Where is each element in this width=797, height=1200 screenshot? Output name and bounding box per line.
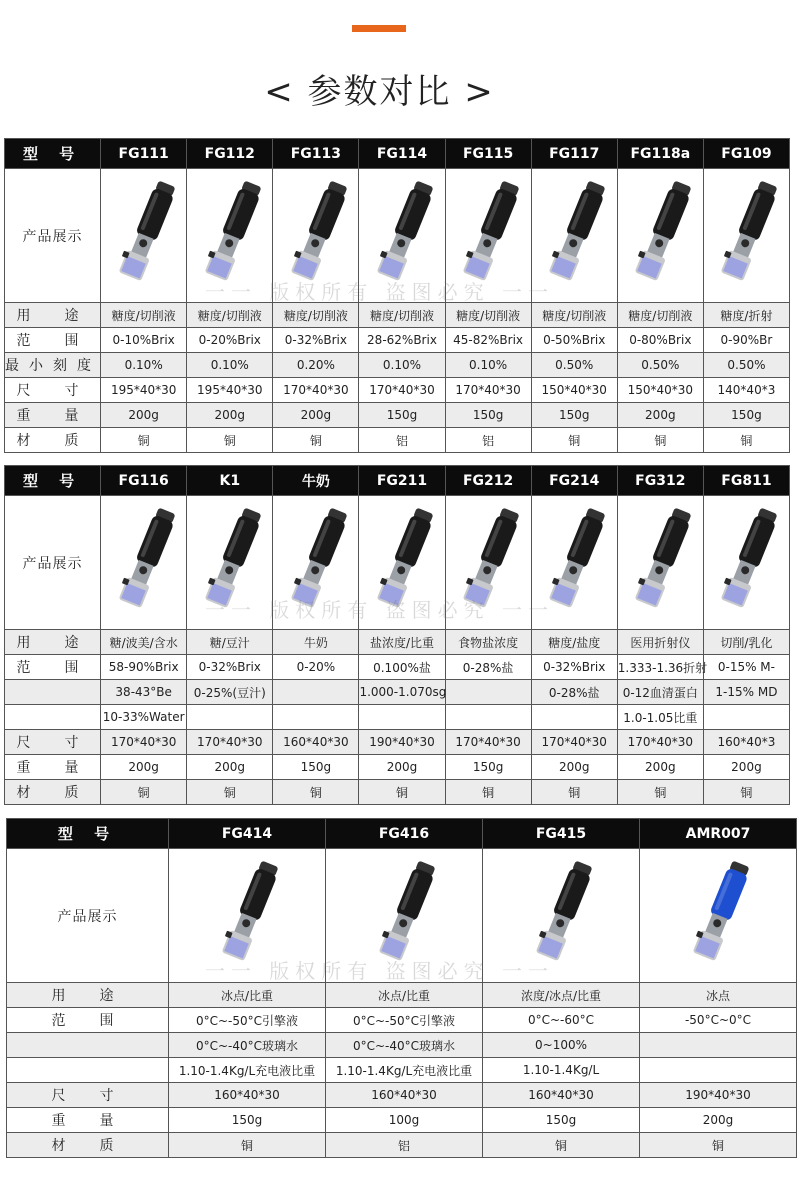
product-image-cell [169,849,326,983]
weight-cell: 150g [531,403,617,428]
range3-cell: 1.10-1.4Kg/L充电液比重 [169,1058,326,1083]
weight-cell: 150g [445,755,531,780]
refractometer-image [544,177,604,295]
row-label-weight: 重 量 [7,1108,169,1133]
material-cell: 铜 [640,1133,797,1158]
min_scale-cell: 0.10% [445,353,531,378]
size-cell: 160*40*30 [273,730,359,755]
use-cell: 糖度/切削液 [617,303,703,328]
min_scale-row [5,353,790,378]
range-extra-row [5,705,790,730]
size-cell: 170*40*30 [617,730,703,755]
min_scale-cell: 0.50% [617,353,703,378]
use-cell: 切削/乳化 [703,630,789,655]
row-label-min_scale: 最小刻度 [5,353,101,378]
weight-cell: 150g [703,403,789,428]
weight-cell: 200g [531,755,617,780]
material-cell: 铜 [359,780,445,805]
use-cell: 牛奶 [273,630,359,655]
product-image-cell [273,169,359,303]
model-cell: FG113 [273,139,359,169]
range-row [5,655,790,680]
product-image-cell [359,496,445,630]
material-cell: 铜 [273,428,359,453]
min_scale-cell: 0.50% [703,353,789,378]
weight-cell: 150g [445,403,531,428]
model-cell: FG414 [169,819,326,849]
material-cell: 铝 [445,428,531,453]
refractometer-image [114,177,174,295]
size-cell: 160*40*30 [326,1083,483,1108]
range2-cell: 1-15% MD [703,680,789,705]
model-cell: FG416 [326,819,483,849]
range2-cell: 0°C~-40°C玻璃水 [169,1033,326,1058]
range3-cell [640,1058,797,1083]
model-cell: FG114 [359,139,445,169]
table1-grid [4,138,790,453]
material-cell: 铜 [617,428,703,453]
row-label-model: 型 号 [5,466,101,496]
size-cell: 160*40*30 [169,1083,326,1108]
range3-cell: 1.10-1.4Kg/L [483,1058,640,1083]
range2-cell: 0~100% [483,1033,640,1058]
range2-cell: 0-25%(豆汁) [187,680,273,705]
refractometer-image [286,504,346,622]
size-cell: 160*40*30 [483,1083,640,1108]
product-image-cell [101,169,187,303]
model-cell: K1 [187,466,273,496]
range-cell: 0-50%Brix [531,328,617,353]
range1-cell: 0-15% M- [703,655,789,680]
refractometer-image [531,857,591,975]
material-cell: 铜 [531,780,617,805]
model-cell: FG111 [101,139,187,169]
material-cell: 铜 [187,780,273,805]
range2-cell: 0-28%盐 [531,680,617,705]
refractometer-image [286,177,346,295]
refractometer-image [716,504,776,622]
use-cell: 糖度/切削液 [187,303,273,328]
range1-cell: -50°C~0°C [640,1008,797,1033]
watermark-1: 一一 版权所有 盗图必究 一一 [204,280,555,304]
size-cell: 170*40*30 [445,730,531,755]
model-cell: FG115 [445,139,531,169]
use-cell: 糖度/切削液 [359,303,445,328]
refractometer-image [716,177,776,295]
size-row [5,730,790,755]
row-label-blank [5,705,101,730]
model-row [5,139,790,169]
row-label-size: 尺 寸 [5,730,101,755]
use-cell: 冰点/比重 [326,983,483,1008]
range2-cell [273,680,359,705]
min_scale-cell: 0.20% [273,353,359,378]
range2-cell: 1.000-1.070sg [359,680,445,705]
row-label-model: 型 号 [5,139,101,169]
refractometer-image [200,177,260,295]
size-cell: 170*40*30 [445,378,531,403]
refractometer-image [200,504,260,622]
use-cell: 食物盐浓度 [445,630,531,655]
use-cell: 糖度/盐度 [531,630,617,655]
row-label-material: 材 质 [7,1133,169,1158]
refractometer-image [372,504,432,622]
material-cell: 铜 [101,428,187,453]
size-cell: 170*40*30 [273,378,359,403]
range-cell: 0-10%Brix [101,328,187,353]
product-image-cell [531,169,617,303]
row-label-size: 尺 寸 [7,1083,169,1108]
material-cell: 铜 [703,780,789,805]
material-row [5,780,790,805]
material-cell: 铜 [101,780,187,805]
weight-row [5,403,790,428]
refractometer-image [544,504,604,622]
model-cell: FG415 [483,819,640,849]
refractometer-image [630,177,690,295]
use-cell: 糖度/折射 [703,303,789,328]
weight-cell: 200g [640,1108,797,1133]
row-label-range: 范 围 [7,1008,169,1033]
range3-cell: 10-33%Water [101,705,187,730]
use-cell: 糖度/切削液 [445,303,531,328]
range2-cell [640,1033,797,1058]
range-cell: 45-82%Brix [445,328,531,353]
range-cell: 0-32%Brix [273,328,359,353]
model-cell: FG811 [703,466,789,496]
weight-cell: 200g [617,403,703,428]
row-label-material: 材 质 [5,428,101,453]
row-label-range: 范 围 [5,328,101,353]
size-cell: 140*40*3 [703,378,789,403]
range1-cell: 0.100%盐 [359,655,445,680]
model-row [5,466,790,496]
min_scale-cell: 0.10% [187,353,273,378]
row-label-model: 型 号 [7,819,169,849]
range3-cell: 1.0-1.05比重 [617,705,703,730]
use-row [7,983,797,1008]
product-image-cell [445,169,531,303]
size-cell: 195*40*30 [187,378,273,403]
weight-cell: 200g [187,755,273,780]
range-extra-row [7,1058,797,1083]
range1-cell: 0°C~-50°C引擎液 [169,1008,326,1033]
product-image-cell [101,496,187,630]
model-cell: 牛奶 [273,466,359,496]
range-extra-row [5,680,790,705]
use-cell: 糖/豆汁 [187,630,273,655]
refractometer-image [217,857,277,975]
product-image-cell [273,496,359,630]
product-image-cell [703,169,789,303]
range1-cell: 0-32%Brix [531,655,617,680]
weight-cell: 200g [273,403,359,428]
weight-cell: 150g [273,755,359,780]
row-label-use: 用 途 [7,983,169,1008]
watermark-2: 一一 版权所有 盗图必究 一一 [204,598,555,622]
model-cell: FG211 [359,466,445,496]
row-label-blank [7,1058,169,1083]
size-row [7,1083,797,1108]
use-cell: 糖度/切削液 [273,303,359,328]
range-cell: 0-80%Brix [617,328,703,353]
range1-cell: 0-32%Brix [187,655,273,680]
material-row [7,1133,797,1158]
size-cell: 170*40*30 [531,730,617,755]
range-row [7,1008,797,1033]
product-image-cell [187,169,273,303]
weight-cell: 150g [483,1108,640,1133]
refractometer-image [374,857,434,975]
range-cell: 28-62%Brix [359,328,445,353]
use-cell: 盐浓度/比重 [359,630,445,655]
product-image-cell [326,849,483,983]
row-label-use: 用 途 [5,303,101,328]
model-cell: FG212 [445,466,531,496]
product-row [5,169,790,303]
min_scale-cell: 0.10% [101,353,187,378]
range-extra-row [7,1033,797,1058]
range3-cell [445,705,531,730]
product-image-cell [359,169,445,303]
table3-grid [6,818,797,1158]
page-title: < 参数对比 > [264,72,495,112]
weight-row [5,755,790,780]
size-cell: 195*40*30 [101,378,187,403]
use-cell: 冰点/比重 [169,983,326,1008]
range3-cell [703,705,789,730]
weight-row [7,1108,797,1133]
range2-cell [445,680,531,705]
model-cell: AMR007 [640,819,797,849]
range3-cell [531,705,617,730]
row-label-product: 产品展示 [5,496,101,630]
model-cell: FG214 [531,466,617,496]
weight-cell: 200g [187,403,273,428]
product-image-cell [531,496,617,630]
min_scale-cell: 0.10% [359,353,445,378]
refractometer-image [630,504,690,622]
refractometer-image [114,504,174,622]
material-cell: 铜 [703,428,789,453]
material-cell: 铜 [531,428,617,453]
product-image-cell [483,849,640,983]
size-cell: 170*40*30 [101,730,187,755]
weight-cell: 200g [617,755,703,780]
size-cell: 170*40*30 [359,378,445,403]
min_scale-cell: 0.50% [531,353,617,378]
row-label-range: 范 围 [5,655,101,680]
material-cell: 铜 [169,1133,326,1158]
table2-grid [4,465,790,805]
range3-cell: 1.10-1.4Kg/L充电液比重 [326,1058,483,1083]
row-label-weight: 重 量 [5,755,101,780]
row-label-blank [7,1033,169,1058]
range2-cell: 0°C~-40°C玻璃水 [326,1033,483,1058]
size-cell: 190*40*30 [640,1083,797,1108]
range3-cell [273,705,359,730]
product-image-cell [640,849,797,983]
weight-cell: 200g [359,755,445,780]
size-cell: 150*40*30 [531,378,617,403]
weight-cell: 150g [359,403,445,428]
use-cell: 糖度/切削液 [101,303,187,328]
model-cell: FG312 [617,466,703,496]
range3-cell [187,705,273,730]
product-image-cell [703,496,789,630]
size-cell: 150*40*30 [617,378,703,403]
refractometer-image [458,177,518,295]
product-image-cell [617,169,703,303]
use-row [5,630,790,655]
material-cell: 铜 [273,780,359,805]
use-cell: 糖/波美/含水 [101,630,187,655]
material-cell: 铝 [359,428,445,453]
range-cell: 0-20%Brix [187,328,273,353]
product-row [5,496,790,630]
product-image-cell [617,496,703,630]
material-cell: 铜 [187,428,273,453]
material-cell: 铜 [617,780,703,805]
use-cell: 医用折射仪 [617,630,703,655]
model-row [7,819,797,849]
material-cell: 铜 [445,780,531,805]
refractometer-image [372,177,432,295]
weight-cell: 150g [169,1108,326,1133]
range-cell: 0-90%Br [703,328,789,353]
size-cell: 160*40*3 [703,730,789,755]
range-row [5,328,790,353]
row-label-material: 材 质 [5,780,101,805]
range1-cell: 0-20% [273,655,359,680]
refractometer-image [688,857,748,975]
size-cell: 170*40*30 [187,730,273,755]
weight-cell: 200g [101,403,187,428]
refractometer-image [458,504,518,622]
model-cell: FG118a [617,139,703,169]
use-row [5,303,790,328]
size-row [5,378,790,403]
range2-cell: 0-12血清蛋白 [617,680,703,705]
weight-cell: 100g [326,1108,483,1133]
model-cell: FG117 [531,139,617,169]
range1-cell: 1.333-1.36折射 [617,655,703,680]
range1-cell: 0°C~-50°C引擎液 [326,1008,483,1033]
row-label-weight: 重 量 [5,403,101,428]
material-cell: 铜 [483,1133,640,1158]
product-image-cell [445,496,531,630]
range1-cell: 0°C~-60°C [483,1008,640,1033]
material-row [5,428,790,453]
row-label-size: 尺 寸 [5,378,101,403]
model-cell: FG109 [703,139,789,169]
range1-cell: 58-90%Brix [101,655,187,680]
weight-cell: 200g [101,755,187,780]
range2-cell: 38-43°Be [101,680,187,705]
use-cell: 冰点 [640,983,797,1008]
weight-cell: 200g [703,755,789,780]
watermark-3: 一一 版权所有 盗图必究 一一 [204,959,555,983]
product-row [7,849,797,983]
size-cell: 190*40*30 [359,730,445,755]
row-label-blank [5,680,101,705]
range1-cell: 0-28%盐 [445,655,531,680]
use-cell: 糖度/切削液 [531,303,617,328]
row-label-product: 产品展示 [5,169,101,303]
material-cell: 铝 [326,1133,483,1158]
accent-bar [352,25,406,32]
range3-cell [359,705,445,730]
row-label-product: 产品展示 [7,849,169,983]
row-label-use: 用 途 [5,630,101,655]
product-image-cell [187,496,273,630]
use-cell: 浓度/冰点/比重 [483,983,640,1008]
model-cell: FG116 [101,466,187,496]
model-cell: FG112 [187,139,273,169]
